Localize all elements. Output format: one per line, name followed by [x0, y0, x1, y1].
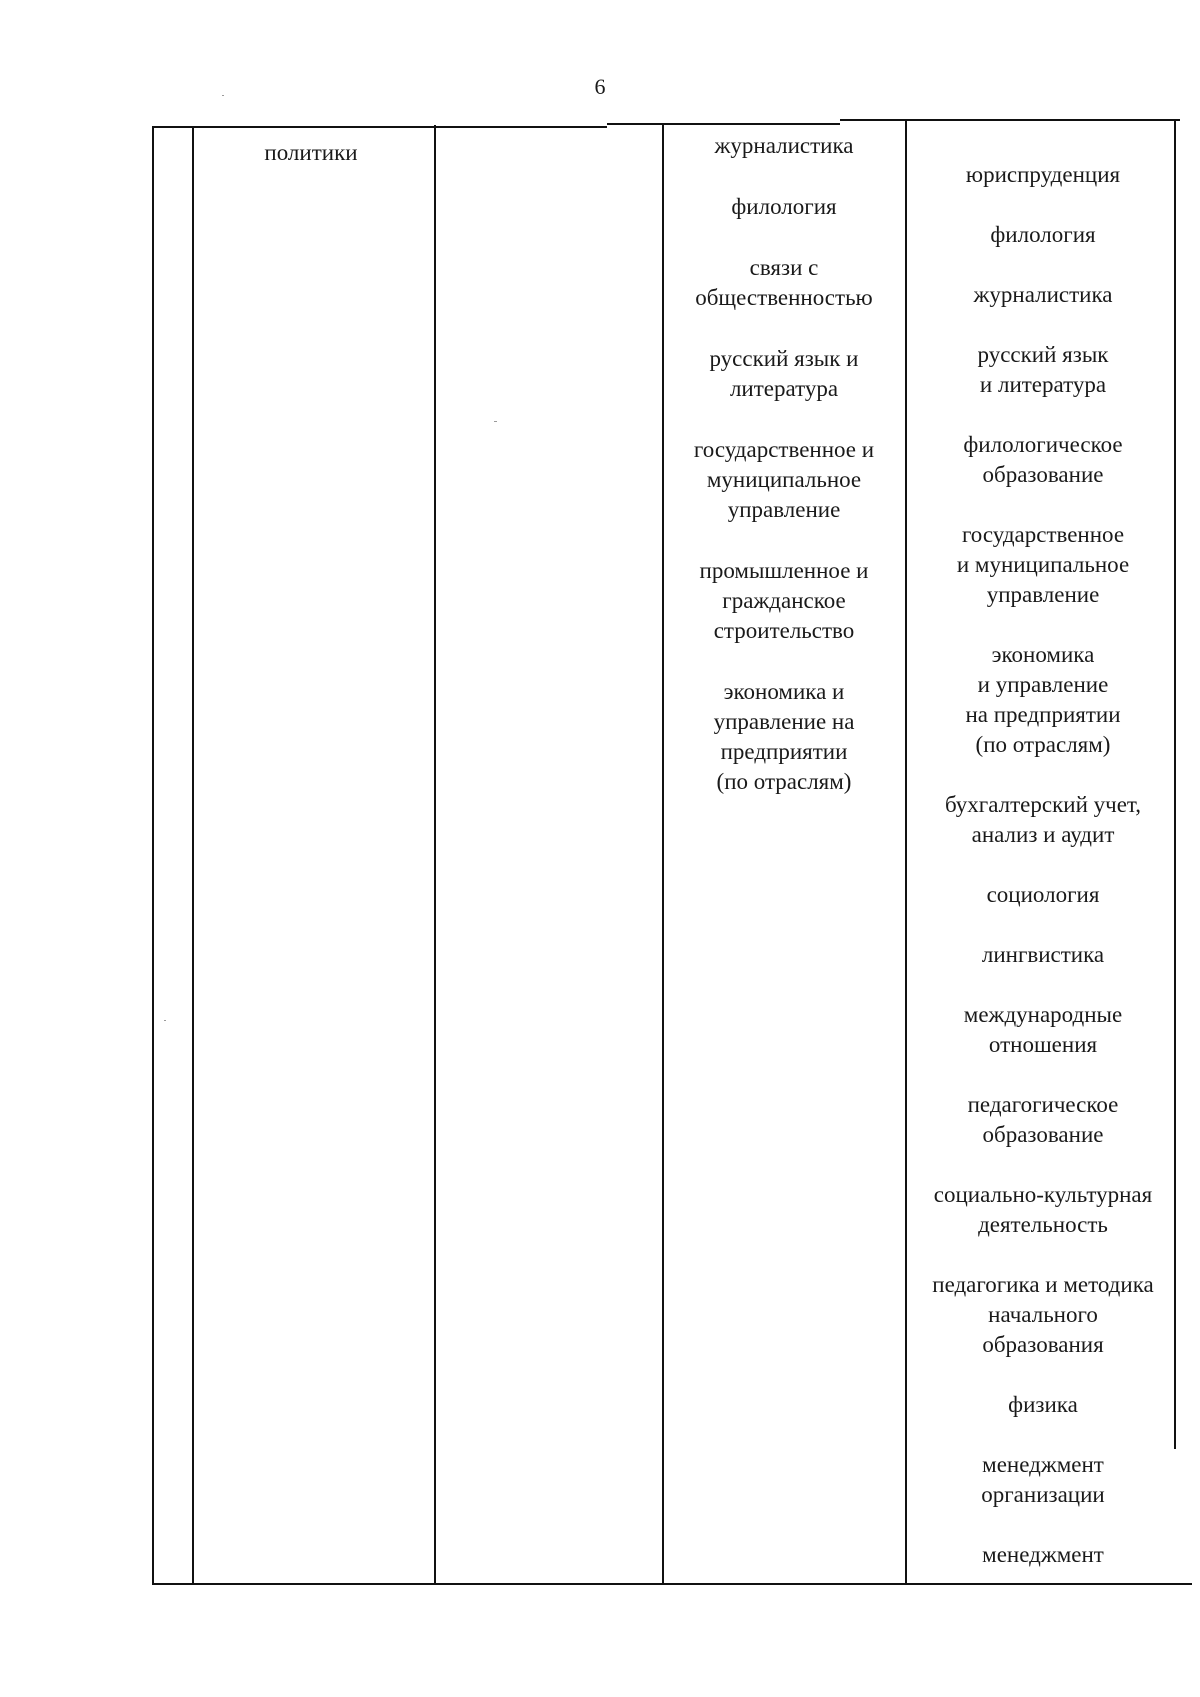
- specialty-entry: журналистика: [714, 133, 854, 158]
- specialty-entry: педагогическое образование: [967, 1092, 1119, 1147]
- table-column-line: [434, 125, 436, 1584]
- specialty-entry: экономика и управление на предприятии (по отраслям): [965, 642, 1121, 757]
- specialty-entry: русский язык и литература: [709, 346, 859, 401]
- specialty-entry: международные отношения: [963, 1002, 1123, 1057]
- specialty-entry: государственное и муниципальное управление: [693, 437, 875, 522]
- cell-col4: [666, 131, 902, 828]
- specialty-entry: бухгалтерский учет, анализ и аудит: [944, 792, 1141, 847]
- specialty-entry: юриспруденция: [965, 162, 1121, 187]
- page-number: 6: [594, 74, 606, 99]
- specialty-entry: журналистика: [973, 282, 1113, 307]
- scan-speck: [222, 95, 224, 96]
- table-top-border: [152, 126, 607, 128]
- specialty-entry: филология: [990, 222, 1096, 247]
- specialty-entry: государственное и муниципальное управление: [956, 522, 1130, 607]
- scan-speck: [164, 1020, 166, 1021]
- specialty-entry: филология: [731, 194, 837, 219]
- specialty-entry: социология: [986, 882, 1100, 907]
- specialty-entry: лингвистика: [981, 942, 1105, 967]
- specialty-entry: связи с общественностью: [695, 255, 873, 310]
- specialty-entry: промышленное и гражданское строительство: [699, 558, 869, 643]
- scan-speck: [494, 421, 497, 422]
- specialty-entry: филологическое образование: [963, 432, 1123, 487]
- specialty-entry: русский язык и литература: [977, 342, 1109, 397]
- specialty-entry: экономика и управление на предприятии (по отраслям): [713, 679, 855, 794]
- table-top-border: [840, 119, 1180, 121]
- specialty-entry: педагогика и методика начального образования: [932, 1272, 1154, 1357]
- table-column-line: [192, 126, 194, 1585]
- specialty-entry: менеджмент: [982, 1542, 1104, 1567]
- table-top-border: [607, 123, 840, 125]
- table-column-line: [662, 123, 664, 1583]
- cell-col2: политики: [264, 140, 358, 165]
- table-column-line: [152, 126, 154, 1585]
- specialty-entry: физика: [1008, 1392, 1078, 1417]
- specialty-entry: менеджмент организации: [981, 1452, 1105, 1507]
- cell-col5: [910, 160, 1176, 1600]
- specialty-entry: социально-культурная деятельность: [933, 1182, 1153, 1237]
- table-column-line: [905, 120, 907, 1583]
